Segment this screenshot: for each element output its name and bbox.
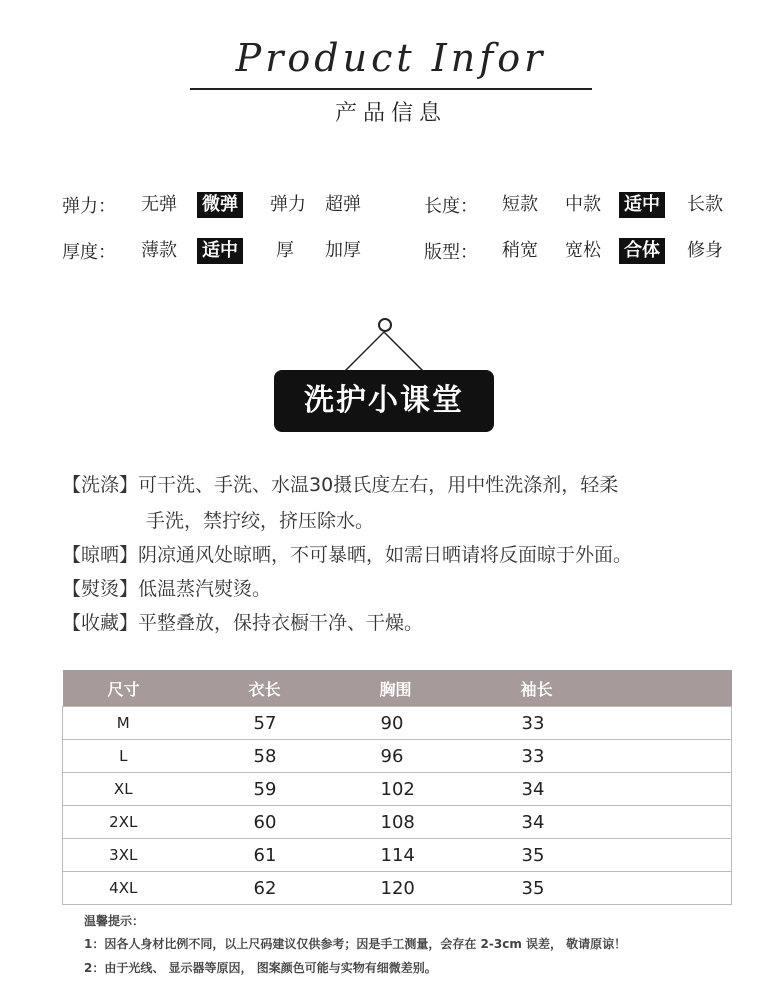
elasticity-label: 弹力： [62, 196, 116, 217]
length-cell: 57 [184, 707, 380, 740]
sleeve-cell: 34 [521, 773, 732, 806]
header-length: 衣长 [184, 670, 380, 707]
size-cell: L [63, 740, 184, 773]
size-table-header [63, 670, 732, 707]
table-row [63, 872, 732, 905]
notes-line-1: 1：因各人身材比例不同，以上尺码建议仅供参考；因是手工测量，会存在 2-3cm 误差， 敬请原谅！ [84, 937, 627, 951]
notes-line-2: 2：由于光线、 显示器等原因， 图案颜色可能与实物有细微差别。 [84, 961, 437, 975]
care-tag: 【洗涤】 [62, 474, 139, 496]
fit-option: 稍宽 [502, 240, 538, 261]
notes-title: 温馨提示： [84, 914, 145, 928]
care-line-iron [62, 574, 271, 601]
attribute-row-1 [0, 192, 782, 218]
thickness-option-selected: 适中 [197, 238, 243, 264]
hanger-strings [340, 330, 430, 374]
sleeve-cell: 34 [521, 806, 732, 839]
care-tag: 【熨烫】 [62, 578, 139, 600]
product-info-script-title: Product Infor [235, 36, 547, 80]
care-line-store [62, 608, 423, 635]
care-text: 可干洗、手洗、水温30摄氏度左右，用中性洗涤剂，轻柔 [138, 474, 619, 496]
care-text: 低温蒸汽熨烫。 [138, 578, 272, 600]
thickness-option: 薄款 [141, 240, 177, 261]
fit-option: 修身 [687, 240, 723, 261]
thickness-option: 加厚 [325, 240, 361, 261]
title-divider [190, 88, 592, 90]
care-line-wash-cont: 手洗，禁拧绞，挤压除水。 [146, 510, 375, 532]
care-tag: 【收藏】 [62, 612, 139, 634]
care-text: 阴凉通风处晾晒，不可暴晒，如需日晒请将反面晾于外面。 [138, 544, 633, 566]
size-table [62, 670, 732, 905]
care-line-wash [62, 470, 618, 497]
chest-cell: 108 [380, 806, 521, 839]
fit-option: 宽松 [565, 240, 601, 261]
table-row [63, 839, 732, 872]
chest-cell: 90 [380, 707, 521, 740]
size-cell: 3XL [63, 839, 184, 872]
chest-cell: 96 [380, 740, 521, 773]
thickness-option: 厚 [276, 240, 294, 261]
length-option: 中款 [565, 194, 601, 215]
fit-label: 版型： [424, 242, 478, 263]
chest-cell: 120 [380, 872, 521, 905]
hanger-ring-icon [378, 318, 392, 332]
elasticity-option-selected: 微弹 [197, 192, 243, 218]
elasticity-option: 无弹 [141, 194, 177, 215]
attribute-row-2 [0, 238, 782, 264]
sleeve-cell: 35 [521, 872, 732, 905]
chest-cell: 114 [380, 839, 521, 872]
length-cell: 59 [184, 773, 380, 806]
care-badge: 洗护小课堂 [274, 370, 494, 432]
thickness-label: 厚度： [62, 242, 116, 263]
size-cell: M [63, 707, 184, 740]
chest-cell: 102 [380, 773, 521, 806]
header-chest: 胸围 [380, 670, 521, 707]
table-row [63, 806, 732, 839]
length-cell: 58 [184, 740, 380, 773]
header-size: 尺寸 [63, 670, 184, 707]
elasticity-option: 弹力 [270, 194, 306, 215]
header-sleeve: 袖长 [521, 670, 732, 707]
sleeve-cell: 33 [521, 707, 732, 740]
length-option: 长款 [687, 194, 723, 215]
sleeve-cell: 33 [521, 740, 732, 773]
size-cell: XL [63, 773, 184, 806]
length-cell: 61 [184, 839, 380, 872]
size-cell: 4XL [63, 872, 184, 905]
length-option: 短款 [502, 194, 538, 215]
table-row [63, 773, 732, 806]
care-text: 平整叠放，保持衣橱干净、干燥。 [138, 612, 424, 634]
sleeve-cell: 35 [521, 839, 732, 872]
elasticity-option: 超弹 [325, 194, 361, 215]
length-cell: 62 [184, 872, 380, 905]
care-line-dry [62, 540, 632, 567]
table-row [63, 707, 732, 740]
fit-option-selected: 合体 [619, 238, 665, 264]
table-row [63, 740, 732, 773]
product-info-subtitle: 产品信息 [334, 101, 447, 126]
length-option-selected: 适中 [619, 192, 665, 218]
care-tag: 【晾晒】 [62, 544, 139, 566]
length-label: 长度： [424, 196, 478, 217]
size-cell: 2XL [63, 806, 184, 839]
length-cell: 60 [184, 806, 380, 839]
